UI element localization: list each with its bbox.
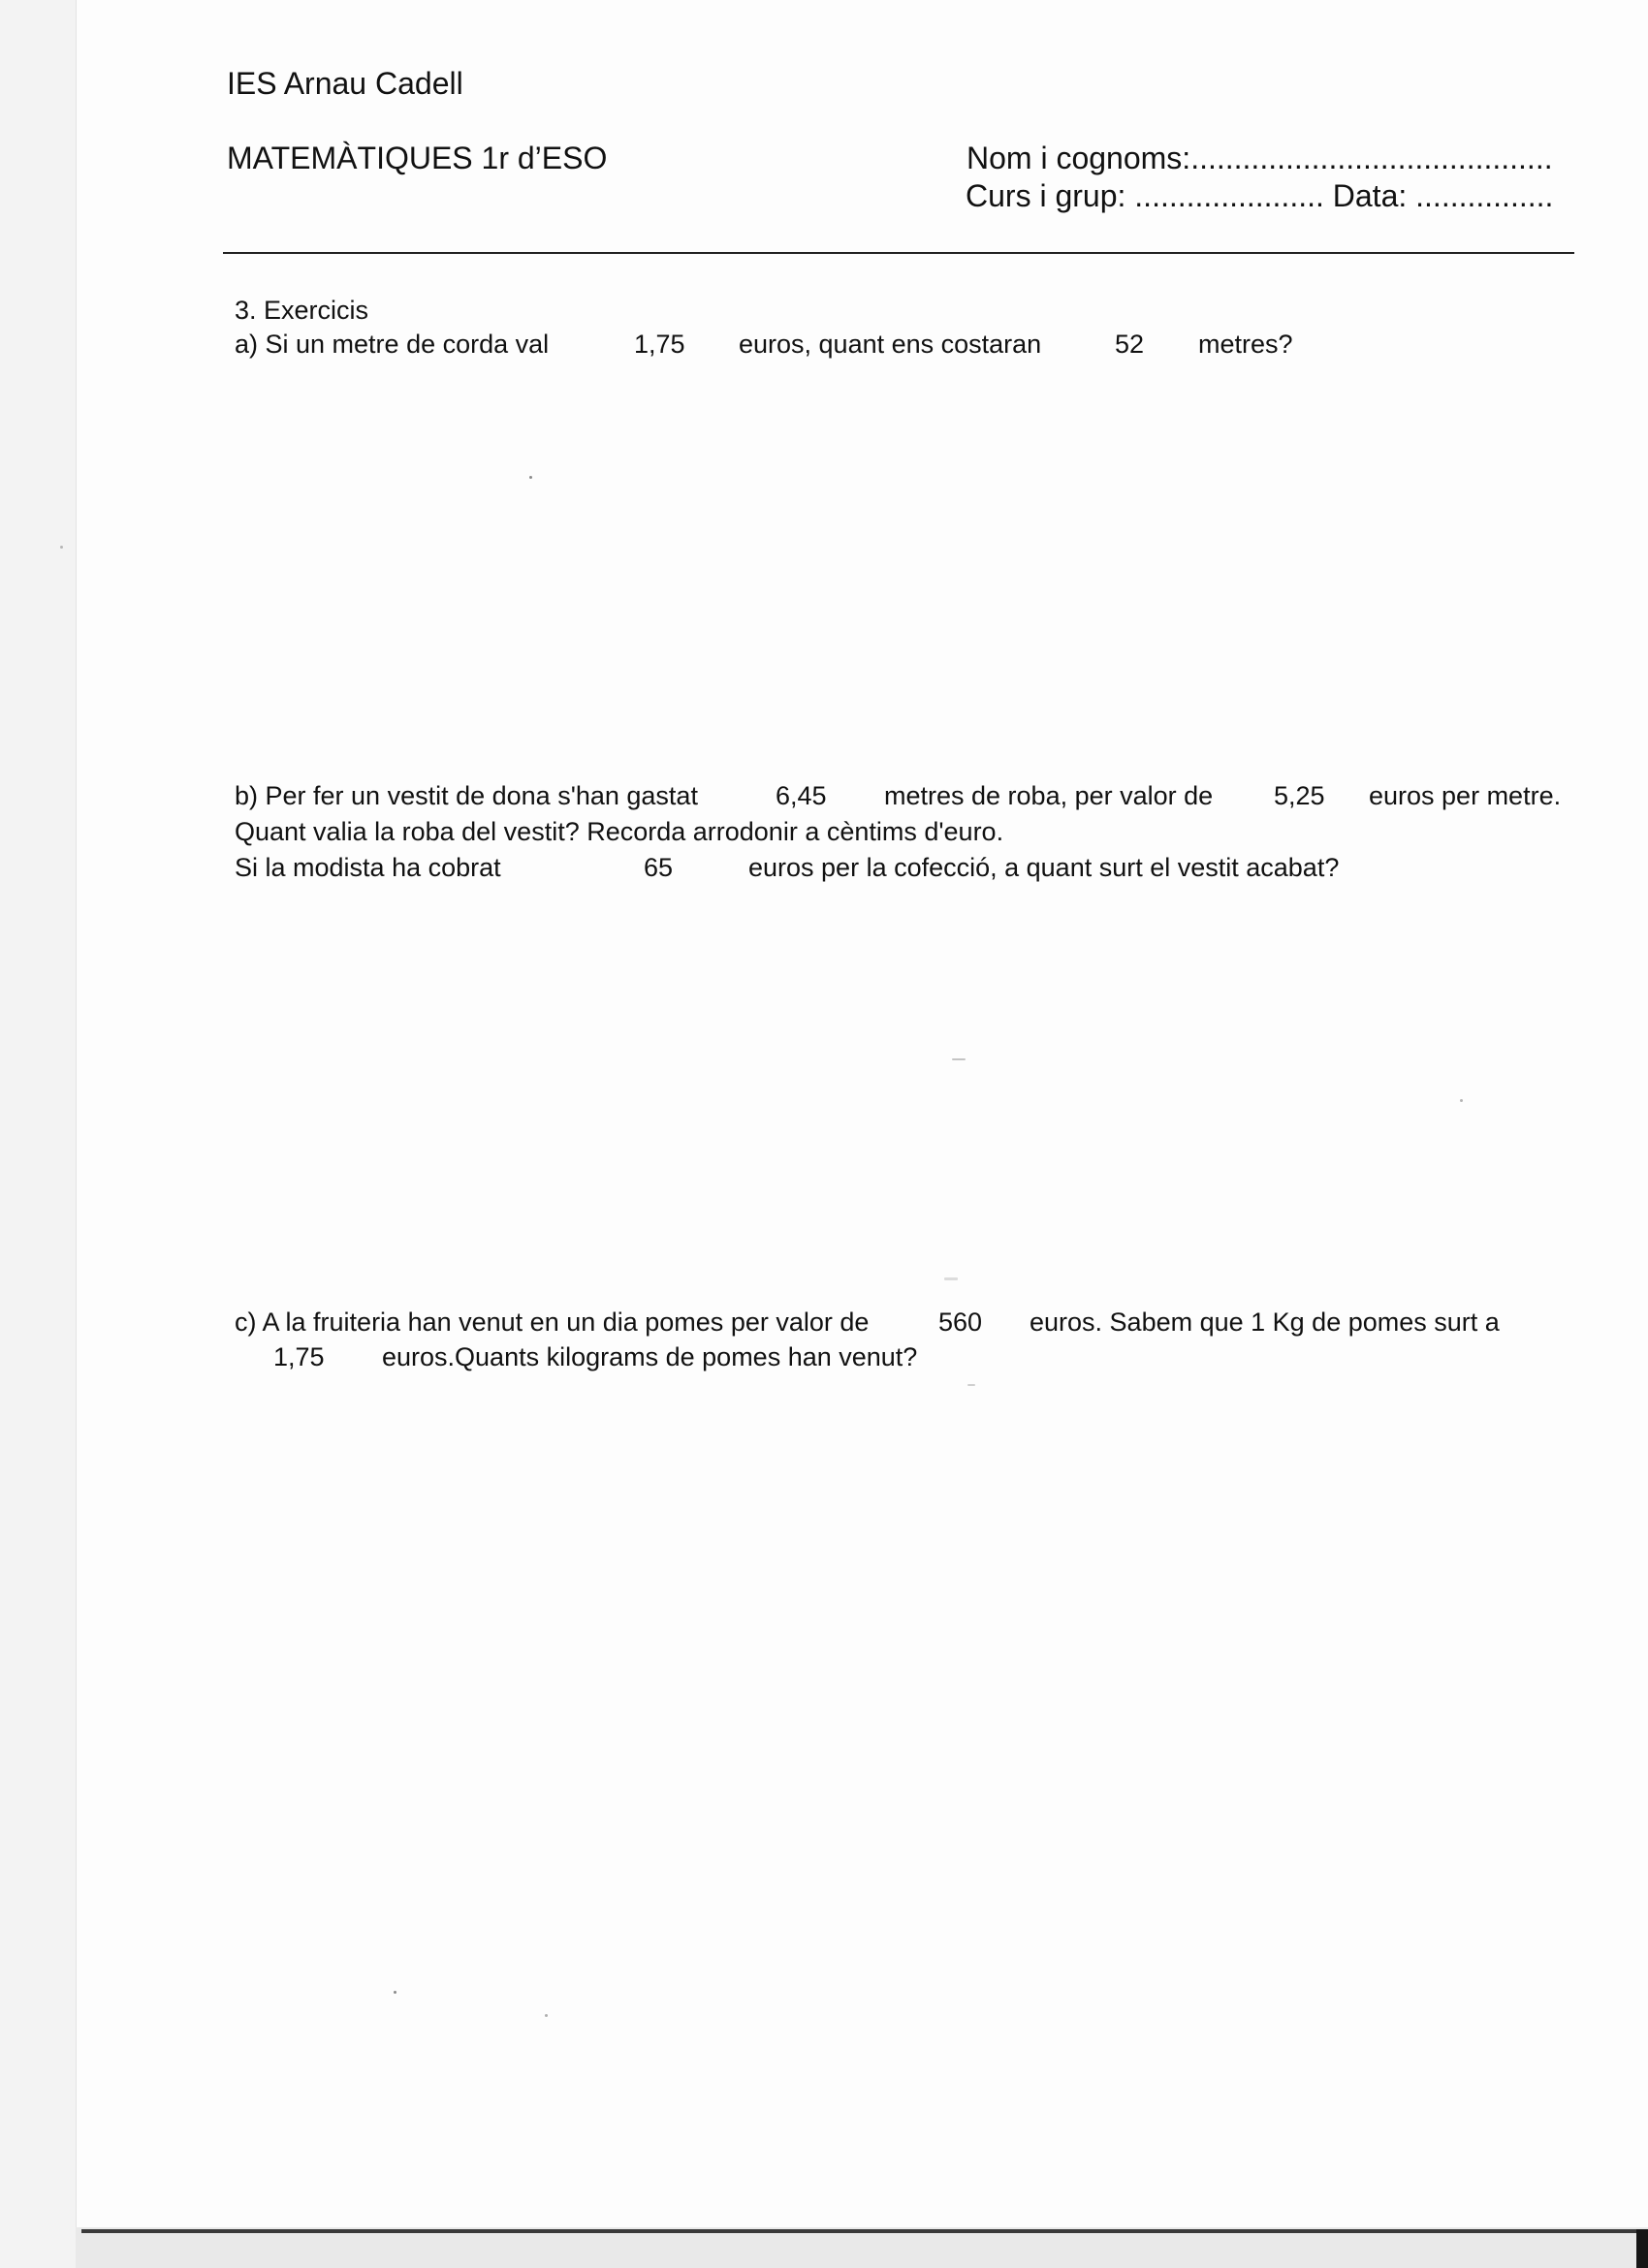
exercise-c-value-2: 1,75 [273, 1342, 325, 1371]
header-divider [223, 252, 1574, 254]
exercise-b-line-3-value: 65 [644, 853, 674, 882]
exercise-a-text-3: metres? [1198, 330, 1293, 359]
scan-corner-shadow [1636, 2229, 1648, 2268]
school-name: IES Arnau Cadell [227, 66, 463, 101]
exercise-b-line-3-text-1: Si la modista ha cobrat [235, 853, 501, 882]
exercise-a-text-2: euros, quant ens costaran [739, 330, 1042, 359]
exercise-b-value-1: 6,45 [776, 781, 827, 810]
exercise-a-text-1: a) Si un metre de corda val [235, 330, 550, 359]
scan-bottom-margin [76, 2227, 1648, 2268]
exercise-c-text-3: euros.Quants kilograms de pomes han venut? [382, 1342, 918, 1371]
scan-edge-line [81, 2229, 1648, 2233]
exercise-c-value-1: 560 [938, 1307, 983, 1337]
exercise-a-value-1: 1,75 [634, 330, 685, 359]
exercise-b-line-3-text-2: euros per la cofecció, a quant surt el vestit acabat? [748, 853, 1340, 882]
section-title: 3. Exercicis [235, 296, 369, 325]
scan-speck [394, 1991, 396, 1994]
course-title: MATEMÀTIQUES 1r d’ESO [227, 141, 608, 175]
scan-speck [967, 1384, 975, 1386]
name-field: Nom i cognoms:.......................................... [967, 141, 1553, 175]
group-date-field: Curs i grup: ...................... Data: ................ [966, 178, 1554, 213]
scan-speck [545, 2014, 548, 2017]
exercise-b-line-2: Quant valia la roba del vestit? Recorda arrodonir a cèntims d'euro. [235, 817, 1004, 846]
scan-speck [952, 1058, 966, 1060]
scan-speck [60, 546, 63, 549]
exercise-c-text-1: c) A la fruiteria han venut en un dia pomes per valor de [235, 1307, 870, 1337]
scan-speck [944, 1277, 958, 1280]
exercise-b-value-2: 5,25 [1274, 781, 1325, 810]
exercise-c-text-2: euros. Sabem que 1 Kg de pomes surt a [1030, 1307, 1500, 1337]
exercise-b-text-3: euros per metre. [1369, 781, 1562, 810]
exercise-a-value-2: 52 [1115, 330, 1145, 359]
exercise-b-text-2: metres de roba, per valor de [884, 781, 1214, 810]
scan-speck [529, 476, 532, 479]
scan-speck [1460, 1099, 1463, 1102]
exercise-b-text-1: b) Per fer un vestit de dona s'han gastat [235, 781, 698, 810]
